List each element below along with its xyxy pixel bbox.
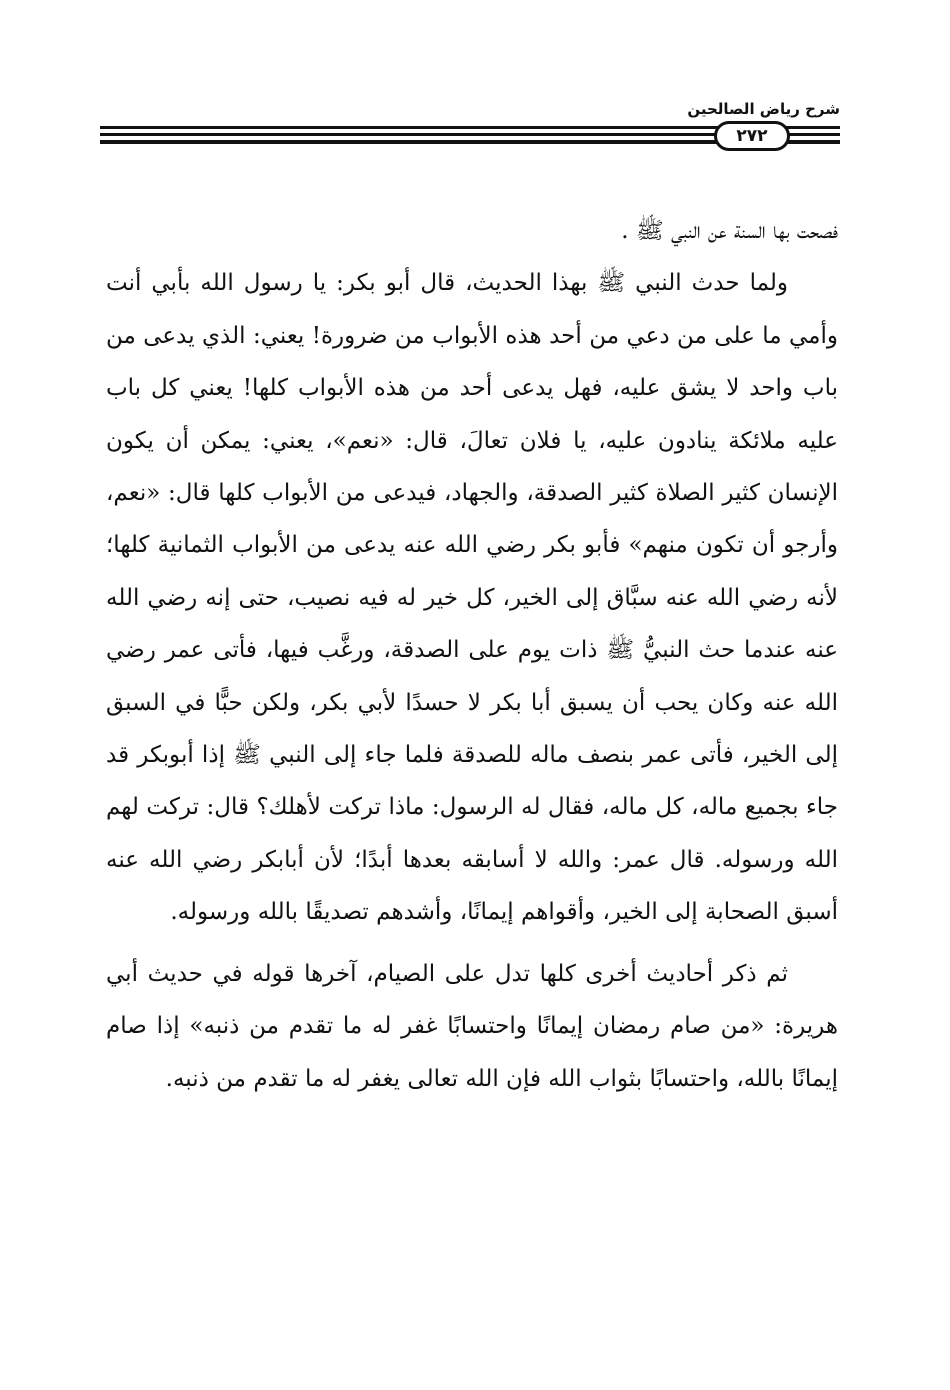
page-body	[106, 205, 838, 1105]
running-header-book-title: شرح رياض الصالحين	[687, 100, 840, 118]
page-number-badge: ٢٧٢	[714, 121, 790, 151]
paragraph-2: ولما حدث النبي ﷺ بهذا الحديث، قال أبو بكر: يا رسول الله بأبي أنت وأمي ما على من دعي من أحد هذه الأبواب من ضرورة! يعني: الذي يدعى من باب واحد لا يشق عليه، فهل يدعى أحد من هذه الأبواب كلها! يعني كل باب عليه ملائكة ينادون عليه، يا فلان تعالَ، قال: «نعم»، يعني: يمكن أن يكون الإنسان كثير الصلاة كثير الصدقة، والجهاد، فيدعى من الأبواب كلها قال: «نعم، وأرجو أن تكون منهم» فأبو بكر رضي الله عنه يدعى من الأبواب الثمانية كلها؛ لأنه رضي الله عنه سبَّاق إلى الخير، كل خير له فيه نصيب، حتى إنه رضي الله عنه عندما حث النبيُّ ﷺ ذات يوم على الصدقة، ورغَّب فيها، فأتى عمر رضي الله عنه وكان يحب أن يسبق أبا بكر لا حسدًا لأبي بكر، ولكن حبًّا في السبق إلى الخير، فأتى عمر بنصف ماله للصدقة فلما جاء إلى النبي ﷺ إذا أبوبكر قد جاء بجميع ماله، كل ماله، فقال له الرسول: ماذا تركت لأهلك؟ قال: تركت لهم الله ورسوله. قال عمر: والله لا أسابقه بعدها أبدًا؛ لأن أبابكر رضي الله عنه أسبق الصحابة إلى الخير، وأقواهم إيمانًا، وأشدهم تصديقًا بالله ورسوله.	[106, 270, 838, 926]
paragraph-3: ثم ذكر أحاديث أخرى كلها تدل على الصيام، آخرها قوله في حديث أبي هريرة: «من صام رمضان إيمانًا واحتسابًا غفر له ما تقدم من ذنبه» إذا صام إيمانًا بالله، واحتسابًا بثواب الله فإن الله تعالى يغفر له ما تقدم من ذنبه.	[106, 960, 838, 1092]
paragraph-1: فصحت بها السنة عن النبي ﷺ .	[621, 218, 838, 244]
